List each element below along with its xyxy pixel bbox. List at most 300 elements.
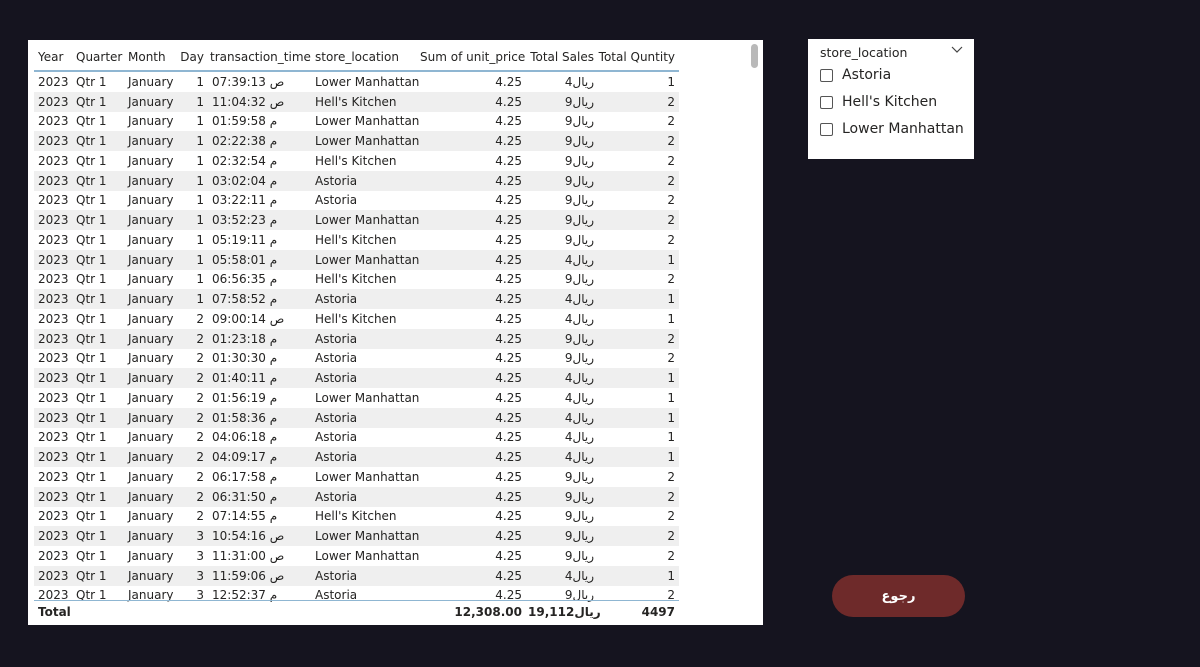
- table-row[interactable]: [34, 428, 679, 448]
- cell-month: January: [128, 509, 174, 524]
- cell-store-location: Hell's Kitchen: [315, 272, 397, 287]
- cell-transaction-time: 02:32:54 م: [212, 153, 278, 168]
- cell-day: 1: [196, 173, 204, 188]
- cell-total-quantity: 2: [667, 489, 675, 504]
- cell-year: 2023: [38, 529, 69, 544]
- cell-month: January: [128, 568, 174, 583]
- cell-total-sales: 4ريال: [564, 311, 594, 326]
- checkbox[interactable]: [820, 69, 833, 82]
- cell-quarter: Qtr 1: [76, 153, 107, 168]
- cell-total-sales: 9ريال: [564, 213, 594, 228]
- cell-store-location: Astoria: [315, 371, 358, 386]
- table-row[interactable]: [34, 487, 679, 507]
- cell-unit-price: 4.25: [495, 213, 522, 228]
- table-row[interactable]: [34, 230, 679, 250]
- cell-total-sales: 9ريال: [564, 193, 594, 208]
- cell-day: 2: [196, 450, 204, 465]
- cell-transaction-time: 01:56:19 م: [212, 390, 278, 405]
- cell-month: January: [128, 232, 174, 247]
- cell-quarter: Qtr 1: [76, 114, 107, 129]
- table-header-row: [34, 44, 679, 72]
- slicer-item-label: Lower Manhattan: [842, 121, 964, 137]
- cell-unit-price: 4.25: [495, 193, 522, 208]
- table-row[interactable]: [34, 467, 679, 487]
- cell-quarter: Qtr 1: [76, 469, 107, 484]
- cell-store-location: Astoria: [315, 351, 358, 366]
- cell-total-sales: 9ريال: [564, 173, 594, 188]
- cell-quarter: Qtr 1: [76, 272, 107, 287]
- cell-transaction-time: 07:39:13 ص: [212, 74, 285, 89]
- cell-month: January: [128, 331, 174, 346]
- cell-month: January: [128, 371, 174, 386]
- cell-total-sales: 9ريال: [564, 94, 594, 109]
- cell-unit-price: 4.25: [495, 153, 522, 168]
- cell-quarter: Qtr 1: [76, 74, 107, 89]
- total-total-quantity: 4497: [641, 605, 675, 619]
- cell-total-sales: 9ريال: [564, 153, 594, 168]
- cell-year: 2023: [38, 311, 69, 326]
- col-header-quarter[interactable]: Quarter: [76, 50, 123, 64]
- cell-day: 1: [196, 153, 204, 168]
- cell-total-quantity: 1: [667, 252, 675, 267]
- cell-day: 1: [196, 94, 204, 109]
- cell-year: 2023: [38, 153, 69, 168]
- table-row[interactable]: [34, 191, 679, 211]
- slicer-item-label: Astoria: [842, 67, 892, 83]
- cell-day: 2: [196, 469, 204, 484]
- cell-unit-price: 4.25: [495, 311, 522, 326]
- cell-transaction-time: 11:59:06 ص: [212, 568, 285, 583]
- cell-month: January: [128, 94, 174, 109]
- cell-store-location: Astoria: [315, 430, 358, 445]
- cell-month: January: [128, 450, 174, 465]
- cell-transaction-time: 01:59:58 م: [212, 114, 278, 129]
- cell-year: 2023: [38, 430, 69, 445]
- cell-total-sales: 4ريال: [564, 292, 594, 307]
- cell-store-location: Astoria: [315, 568, 358, 583]
- cell-year: 2023: [38, 588, 69, 603]
- cell-year: 2023: [38, 371, 69, 386]
- cell-store-location: Hell's Kitchen: [315, 232, 397, 247]
- col-header-total-quantity[interactable]: Total Quntity: [598, 50, 675, 64]
- cell-total-sales: 9ريال: [564, 548, 594, 563]
- cell-unit-price: 4.25: [495, 94, 522, 109]
- col-header-day[interactable]: Day: [180, 50, 204, 64]
- cell-transaction-time: 05:58:01 م: [212, 252, 278, 267]
- cell-transaction-time: 03:22:11 م: [212, 193, 278, 208]
- cell-store-location: Lower Manhattan: [315, 213, 420, 228]
- cell-month: January: [128, 548, 174, 563]
- cell-total-quantity: 2: [667, 134, 675, 149]
- cell-year: 2023: [38, 469, 69, 484]
- cell-unit-price: 4.25: [495, 331, 522, 346]
- cell-store-location: Lower Manhattan: [315, 548, 420, 563]
- cell-year: 2023: [38, 272, 69, 287]
- cell-transaction-time: 06:56:35 م: [212, 272, 278, 287]
- chevron-down-icon[interactable]: [950, 43, 964, 57]
- cell-total-sales: 9ريال: [564, 232, 594, 247]
- table-row[interactable]: [34, 151, 679, 171]
- cell-transaction-time: 04:06:18 م: [212, 430, 278, 445]
- cell-total-sales: 9ريال: [564, 134, 594, 149]
- cell-total-quantity: 2: [667, 509, 675, 524]
- cell-unit-price: 4.25: [495, 134, 522, 149]
- cell-day: 1: [196, 74, 204, 89]
- cell-total-sales: 4ريال: [564, 390, 594, 405]
- cell-quarter: Qtr 1: [76, 94, 107, 109]
- cell-unit-price: 4.25: [495, 74, 522, 89]
- cell-year: 2023: [38, 134, 69, 149]
- cell-total-sales: 4ريال: [564, 568, 594, 583]
- cell-total-sales: 9ريال: [564, 489, 594, 504]
- cell-store-location: Astoria: [315, 489, 358, 504]
- table-row[interactable]: [34, 388, 679, 408]
- cell-total-quantity: 1: [667, 311, 675, 326]
- cell-year: 2023: [38, 568, 69, 583]
- cell-quarter: Qtr 1: [76, 568, 107, 583]
- cell-store-location: Lower Manhattan: [315, 134, 420, 149]
- cell-transaction-time: 12:52:37 م: [212, 588, 278, 603]
- cell-unit-price: 4.25: [495, 410, 522, 425]
- table-row[interactable]: [34, 250, 679, 270]
- cell-year: 2023: [38, 351, 69, 366]
- cell-unit-price: 4.25: [495, 450, 522, 465]
- slicer-item-hells-kitchen[interactable]: [820, 92, 937, 112]
- cell-quarter: Qtr 1: [76, 213, 107, 228]
- cell-unit-price: 4.25: [495, 509, 522, 524]
- cell-total-sales: 4ريال: [564, 450, 594, 465]
- cell-day: 1: [196, 114, 204, 129]
- cell-month: January: [128, 272, 174, 287]
- cell-unit-price: 4.25: [495, 548, 522, 563]
- cell-store-location: Lower Manhattan: [315, 114, 420, 129]
- table-row[interactable]: [34, 210, 679, 230]
- cell-day: 2: [196, 331, 204, 346]
- cell-store-location: Astoria: [315, 292, 358, 307]
- cell-store-location: Astoria: [315, 193, 358, 208]
- cell-day: 1: [196, 232, 204, 247]
- cell-transaction-time: 11:04:32 ص: [212, 94, 285, 109]
- cell-day: 1: [196, 134, 204, 149]
- cell-quarter: Qtr 1: [76, 410, 107, 425]
- cell-year: 2023: [38, 94, 69, 109]
- cell-total-sales: 9ريال: [564, 588, 594, 603]
- cell-unit-price: 4.25: [495, 351, 522, 366]
- table-row[interactable]: [34, 447, 679, 467]
- cell-total-quantity: 2: [667, 529, 675, 544]
- cell-store-location: Lower Manhattan: [315, 469, 420, 484]
- table-row[interactable]: [34, 92, 679, 112]
- cell-transaction-time: 07:58:52 م: [212, 292, 278, 307]
- cell-day: 2: [196, 509, 204, 524]
- table-row[interactable]: [34, 72, 679, 92]
- cell-day: 2: [196, 489, 204, 504]
- cell-store-location: Hell's Kitchen: [315, 94, 397, 109]
- cell-transaction-time: 01:58:36 م: [212, 410, 278, 425]
- cell-year: 2023: [38, 232, 69, 247]
- cell-quarter: Qtr 1: [76, 390, 107, 405]
- cell-store-location: Astoria: [315, 450, 358, 465]
- cell-year: 2023: [38, 252, 69, 267]
- store-location-slicer: [808, 39, 974, 159]
- back-button[interactable]: رجوع: [832, 575, 965, 617]
- cell-unit-price: 4.25: [495, 252, 522, 267]
- total-label: Total: [38, 605, 71, 619]
- cell-transaction-time: 03:52:23 م: [212, 213, 278, 228]
- cell-unit-price: 4.25: [495, 272, 522, 287]
- table-row[interactable]: [34, 270, 679, 290]
- cell-quarter: Qtr 1: [76, 331, 107, 346]
- cell-day: 3: [196, 568, 204, 583]
- cell-month: January: [128, 292, 174, 307]
- cell-quarter: Qtr 1: [76, 292, 107, 307]
- cell-store-location: Hell's Kitchen: [315, 509, 397, 524]
- cell-month: January: [128, 74, 174, 89]
- table-body: [34, 72, 679, 605]
- cell-transaction-time: 04:09:17 م: [212, 450, 278, 465]
- cell-quarter: Qtr 1: [76, 173, 107, 188]
- table-row[interactable]: [34, 171, 679, 191]
- cell-year: 2023: [38, 509, 69, 524]
- cell-total-quantity: 1: [667, 371, 675, 386]
- cell-unit-price: 4.25: [495, 292, 522, 307]
- cell-day: 3: [196, 548, 204, 563]
- cell-month: January: [128, 351, 174, 366]
- cell-quarter: Qtr 1: [76, 371, 107, 386]
- slicer-item-label: Hell's Kitchen: [842, 94, 938, 110]
- slicer-header: [820, 44, 964, 62]
- cell-transaction-time: 02:22:38 م: [212, 134, 278, 149]
- cell-day: 2: [196, 371, 204, 386]
- cell-month: January: [128, 252, 174, 267]
- cell-quarter: Qtr 1: [76, 489, 107, 504]
- table-row[interactable]: [34, 289, 679, 309]
- table-row[interactable]: [34, 408, 679, 428]
- cell-unit-price: 4.25: [495, 173, 522, 188]
- cell-day: 1: [196, 252, 204, 267]
- slicer-item-astoria[interactable]: [820, 65, 891, 85]
- cell-transaction-time: 07:14:55 م: [212, 509, 278, 524]
- cell-unit-price: 4.25: [495, 371, 522, 386]
- cell-quarter: Qtr 1: [76, 311, 107, 326]
- cell-total-sales: 9ريال: [564, 331, 594, 346]
- cell-total-quantity: 1: [667, 568, 675, 583]
- cell-quarter: Qtr 1: [76, 193, 107, 208]
- cell-day: 2: [196, 351, 204, 366]
- cell-year: 2023: [38, 292, 69, 307]
- cell-year: 2023: [38, 173, 69, 188]
- cell-total-quantity: 1: [667, 450, 675, 465]
- cell-quarter: Qtr 1: [76, 232, 107, 247]
- table-scrollbar[interactable]: [751, 44, 758, 68]
- col-header-year[interactable]: Year: [38, 50, 64, 64]
- cell-month: January: [128, 153, 174, 168]
- cell-day: 2: [196, 311, 204, 326]
- cell-total-quantity: 2: [667, 232, 675, 247]
- cell-day: 1: [196, 292, 204, 307]
- cell-transaction-time: 01:30:30 م: [212, 351, 278, 366]
- table-grid: [34, 44, 679, 605]
- table-row[interactable]: [34, 526, 679, 546]
- cell-year: 2023: [38, 548, 69, 563]
- cell-month: January: [128, 489, 174, 504]
- cell-month: January: [128, 588, 174, 603]
- cell-store-location: Hell's Kitchen: [315, 311, 397, 326]
- total-sum-unit-price: 12,308.00: [454, 605, 522, 619]
- table-row[interactable]: [34, 566, 679, 586]
- cell-quarter: Qtr 1: [76, 548, 107, 563]
- cell-store-location: Lower Manhattan: [315, 252, 420, 267]
- table-row[interactable]: [34, 329, 679, 349]
- slicer-title: store_location: [820, 45, 908, 60]
- cell-day: 3: [196, 588, 204, 603]
- cell-store-location: Lower Manhattan: [315, 390, 420, 405]
- cell-year: 2023: [38, 331, 69, 346]
- cell-total-quantity: 2: [667, 272, 675, 287]
- cell-total-quantity: 2: [667, 588, 675, 603]
- cell-store-location: Astoria: [315, 331, 358, 346]
- cell-total-quantity: 2: [667, 193, 675, 208]
- cell-transaction-time: 03:02:04 م: [212, 173, 278, 188]
- table-row[interactable]: [34, 131, 679, 151]
- col-header-month[interactable]: Month: [128, 50, 166, 64]
- cell-quarter: Qtr 1: [76, 351, 107, 366]
- cell-store-location: Astoria: [315, 410, 358, 425]
- cell-transaction-time: 09:00:14 ص: [212, 311, 285, 326]
- cell-day: 2: [196, 430, 204, 445]
- cell-day: 1: [196, 272, 204, 287]
- cell-total-sales: 9ريال: [564, 351, 594, 366]
- cell-day: 3: [196, 529, 204, 544]
- cell-month: January: [128, 430, 174, 445]
- cell-store-location: Lower Manhattan: [315, 529, 420, 544]
- cell-total-sales: 4ريال: [564, 410, 594, 425]
- cell-month: January: [128, 390, 174, 405]
- table-row[interactable]: [34, 546, 679, 566]
- cell-total-sales: 4ريال: [564, 74, 594, 89]
- col-header-sum-unit-price[interactable]: Sum of unit_price: [420, 50, 526, 64]
- cell-total-sales: 9ريال: [564, 469, 594, 484]
- cell-transaction-time: 06:17:58 م: [212, 469, 278, 484]
- checkbox[interactable]: [820, 96, 833, 109]
- cell-unit-price: 4.25: [495, 232, 522, 247]
- cell-transaction-time: 11:31:00 ص: [212, 548, 285, 563]
- cell-unit-price: 4.25: [495, 469, 522, 484]
- cell-quarter: Qtr 1: [76, 588, 107, 603]
- cell-store-location: Astoria: [315, 588, 358, 603]
- cell-year: 2023: [38, 193, 69, 208]
- checkbox[interactable]: [820, 123, 833, 136]
- cell-quarter: Qtr 1: [76, 252, 107, 267]
- cell-unit-price: 4.25: [495, 529, 522, 544]
- cell-unit-price: 4.25: [495, 588, 522, 603]
- col-header-total-sales[interactable]: Total Sales: [530, 50, 594, 64]
- table-row[interactable]: [34, 349, 679, 369]
- cell-store-location: Astoria: [315, 173, 358, 188]
- cell-store-location: Lower Manhattan: [315, 74, 420, 89]
- cell-total-quantity: 2: [667, 153, 675, 168]
- table-total-row: [34, 600, 679, 623]
- cell-total-quantity: 1: [667, 410, 675, 425]
- cell-transaction-time: 10:54:16 ص: [212, 529, 285, 544]
- table-row[interactable]: [34, 112, 679, 132]
- table-row[interactable]: [34, 368, 679, 388]
- cell-year: 2023: [38, 450, 69, 465]
- col-header-transaction-time[interactable]: transaction_time: [210, 50, 311, 64]
- cell-total-quantity: 2: [667, 173, 675, 188]
- cell-total-quantity: 1: [667, 390, 675, 405]
- cell-store-location: Hell's Kitchen: [315, 153, 397, 168]
- cell-month: January: [128, 410, 174, 425]
- cell-month: January: [128, 529, 174, 544]
- cell-year: 2023: [38, 74, 69, 89]
- cell-total-quantity: 2: [667, 94, 675, 109]
- cell-unit-price: 4.25: [495, 390, 522, 405]
- cell-month: January: [128, 114, 174, 129]
- cell-month: January: [128, 469, 174, 484]
- cell-month: January: [128, 173, 174, 188]
- cell-quarter: Qtr 1: [76, 529, 107, 544]
- cell-quarter: Qtr 1: [76, 509, 107, 524]
- cell-unit-price: 4.25: [495, 430, 522, 445]
- cell-transaction-time: 01:40:11 م: [212, 371, 278, 386]
- cell-transaction-time: 01:23:18 م: [212, 331, 278, 346]
- cell-transaction-time: 06:31:50 م: [212, 489, 278, 504]
- cell-total-sales: 4ريال: [564, 371, 594, 386]
- cell-year: 2023: [38, 114, 69, 129]
- cell-quarter: Qtr 1: [76, 450, 107, 465]
- cell-total-quantity: 2: [667, 548, 675, 563]
- cell-total-sales: 9ريال: [564, 114, 594, 129]
- cell-total-sales: 9ريال: [564, 509, 594, 524]
- cell-total-sales: 4ريال: [564, 430, 594, 445]
- cell-unit-price: 4.25: [495, 568, 522, 583]
- col-header-store-location[interactable]: store_location: [315, 50, 399, 64]
- cell-total-quantity: 2: [667, 351, 675, 366]
- sales-table-visual: [28, 40, 763, 625]
- cell-total-quantity: 1: [667, 292, 675, 307]
- cell-total-quantity: 1: [667, 430, 675, 445]
- table-row[interactable]: [34, 507, 679, 527]
- total-total-sales: 19,112ريال: [528, 605, 601, 619]
- cell-total-quantity: 1: [667, 74, 675, 89]
- cell-total-quantity: 2: [667, 469, 675, 484]
- cell-total-sales: 4ريال: [564, 252, 594, 267]
- cell-total-quantity: 2: [667, 213, 675, 228]
- cell-month: January: [128, 311, 174, 326]
- cell-quarter: Qtr 1: [76, 134, 107, 149]
- cell-day: 2: [196, 410, 204, 425]
- slicer-item-lower-manhattan[interactable]: [820, 119, 964, 139]
- cell-day: 1: [196, 213, 204, 228]
- cell-unit-price: 4.25: [495, 489, 522, 504]
- cell-month: January: [128, 134, 174, 149]
- cell-year: 2023: [38, 410, 69, 425]
- cell-month: January: [128, 213, 174, 228]
- cell-total-sales: 9ريال: [564, 272, 594, 287]
- cell-year: 2023: [38, 213, 69, 228]
- cell-total-quantity: 2: [667, 114, 675, 129]
- table-row[interactable]: [34, 309, 679, 329]
- cell-day: 2: [196, 390, 204, 405]
- cell-day: 1: [196, 193, 204, 208]
- cell-year: 2023: [38, 390, 69, 405]
- cell-transaction-time: 05:19:11 م: [212, 232, 278, 247]
- cell-month: January: [128, 193, 174, 208]
- cell-unit-price: 4.25: [495, 114, 522, 129]
- cell-quarter: Qtr 1: [76, 430, 107, 445]
- cell-year: 2023: [38, 489, 69, 504]
